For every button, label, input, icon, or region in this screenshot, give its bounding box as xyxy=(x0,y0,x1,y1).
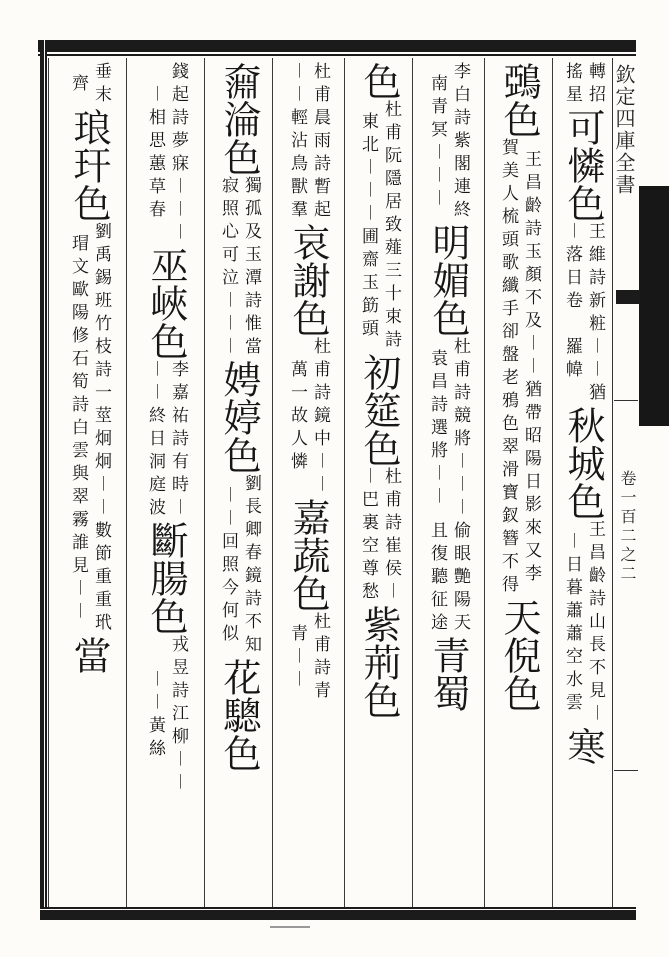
annotation-right: 偷眼艷陽天 xyxy=(450,521,470,636)
margin-volume-number: 卷一百二之二 xyxy=(618,470,637,584)
annotation-pair xyxy=(144,635,188,796)
annotation-right: 杜甫晨雨詩暫起 xyxy=(310,62,330,223)
annotation-left: ︱︱黃絲 xyxy=(145,669,165,762)
annotation-right: 王昌齡詩山長不見︱ xyxy=(585,520,605,727)
annotation-right: 劉長卿春鏡詩不知 xyxy=(241,474,261,658)
annotation-pair xyxy=(561,520,605,727)
annotation-pair xyxy=(426,62,470,223)
annotation-pair xyxy=(67,62,111,108)
headword: 嘉蔬色 xyxy=(286,498,330,612)
headword: 色 xyxy=(357,62,401,100)
frame-bottom-border xyxy=(40,907,638,920)
frame-top-border xyxy=(38,40,638,56)
annotation-right: 粧︱︱猶 xyxy=(585,314,605,406)
headword: 秋城色 xyxy=(561,406,605,520)
headword: 初筵色 xyxy=(357,353,401,467)
annotation-left: 寂照心可泣︱︱︱ xyxy=(218,176,238,360)
annotation-right: 王昌齡詩玉顏不及︱︱猶帶昭陽日影來又李 xyxy=(521,149,541,587)
text-column xyxy=(488,62,550,904)
annotation-right: 獨孤及玉潭詩惟當 xyxy=(241,176,261,360)
annotation-right: 杜甫詩鏡中︱︱ xyxy=(310,337,330,498)
headword: 可憐色 xyxy=(561,108,605,222)
text-column xyxy=(130,62,202,904)
annotation-left: ︱日暮蕭蕭空水雲 xyxy=(562,531,582,716)
annotation-pair xyxy=(286,337,330,498)
annotation-pair xyxy=(561,222,605,314)
annotation-pair xyxy=(426,337,470,521)
annotation-right: 李白詩紫閣連終 xyxy=(450,62,470,223)
annotation-right: 垂末 xyxy=(91,62,111,108)
annotation-pair xyxy=(144,62,188,246)
annotation-pair xyxy=(426,521,470,636)
headword: 青蜀 xyxy=(426,636,470,712)
annotation-right: 杜甫詩崔侯︱ xyxy=(381,467,401,605)
annotation-left: ︱落日卷 xyxy=(562,222,582,314)
annotation-right: 王維詩新 xyxy=(585,222,605,314)
page-edge xyxy=(636,36,669,926)
ink-smudge xyxy=(639,186,669,426)
text-column xyxy=(54,62,124,904)
text-column xyxy=(208,62,270,904)
annotation-left: ︱︱輕沾鳥獸羣 xyxy=(287,62,307,223)
column-rule xyxy=(48,58,49,907)
annotation-pair xyxy=(561,314,605,406)
annotation-left: ︱︱終日洞庭波 xyxy=(145,360,165,521)
annotation-left: 羅幃 xyxy=(562,337,582,383)
annotation-pair xyxy=(217,176,261,360)
annotation-pair xyxy=(561,62,605,108)
headword: 巫峽色 xyxy=(144,246,188,360)
margin-rule xyxy=(614,770,638,771)
annotation-left: 袁昌詩選將︱︱ xyxy=(427,348,447,510)
annotation-right: 戎昱詩江柳︱︱ xyxy=(168,635,188,796)
annotation-left: 且復聽征途 xyxy=(427,521,447,636)
annotation-left: 搖星 xyxy=(562,62,582,108)
annotation-pair xyxy=(497,138,541,598)
column-rule xyxy=(272,58,273,907)
text-column xyxy=(348,62,410,904)
annotation-right: 轉招 xyxy=(585,62,605,108)
book-margin-column xyxy=(612,58,639,907)
fish-tail-mark xyxy=(616,290,640,304)
headword: 天倪色 xyxy=(497,598,541,712)
headword: 紫荊色 xyxy=(357,605,401,719)
headword: 娉婷色 xyxy=(217,360,261,474)
column-rule xyxy=(204,58,205,907)
annotation-right: 錢起詩夢寐︱︱︱ xyxy=(168,62,188,246)
annotation-pair xyxy=(286,612,330,704)
annotation-left: 青︱︱ xyxy=(287,623,307,693)
margin-book-title: 欽定四庫全書 xyxy=(612,64,636,196)
annotation-left: ︱相思蕙草春 xyxy=(145,85,165,223)
margin-rule xyxy=(614,400,638,401)
headword: 寒 xyxy=(561,727,605,765)
bottom-mark xyxy=(270,926,310,928)
headword: 明媚色 xyxy=(426,223,470,337)
column-rule xyxy=(126,58,127,907)
annotation-left: 東北︱︱︱圃齋玉筯頭 xyxy=(358,111,378,342)
column-rule xyxy=(552,58,553,907)
annotation-right: 李嘉祐詩有時︱ xyxy=(168,360,188,521)
annotation-left: ︱︱回照今何似 xyxy=(218,485,238,647)
annotation-left: 齊 xyxy=(68,73,88,97)
annotation-pair xyxy=(357,467,401,605)
headword: 斷腸色 xyxy=(144,521,188,635)
annotation-left: 瑁文歐陽修石筍詩白雲與翠霧誰見︱︱ xyxy=(68,233,88,625)
annotation-right: 杜甫阮隱居致薤三十束詩 xyxy=(381,100,401,353)
annotation-pair xyxy=(286,62,330,223)
text-column xyxy=(556,62,610,904)
annotation-pair xyxy=(357,100,401,353)
annotation-left: ︱巴裏空尊愁 xyxy=(358,467,378,605)
annotation-pair xyxy=(217,474,261,658)
annotation-left: 南青冥︱︱︱ xyxy=(427,73,447,212)
frame-left-border xyxy=(40,40,47,920)
headword: 鵶色 xyxy=(497,62,541,138)
annotation-right: 杜甫詩競將︱︱︱ xyxy=(450,337,470,521)
annotation-pair xyxy=(67,222,111,636)
annotation-pair xyxy=(144,360,188,521)
annotation-right: 杜甫詩青 xyxy=(310,612,330,704)
annotation-left: 賀美人梳頭歌纖手卻盤老鴉色翠滑寶釵簪不得 xyxy=(498,138,518,598)
text-column xyxy=(416,62,480,904)
column-rule xyxy=(484,58,485,907)
headword: 琅玕色 xyxy=(67,108,111,222)
column-rule xyxy=(344,58,345,907)
headword: 花驄色 xyxy=(217,658,261,772)
annotation-left: 萬一故人憐 xyxy=(287,360,307,475)
text-column xyxy=(276,62,340,904)
column-rule xyxy=(412,58,413,907)
headword: 哀謝色 xyxy=(286,223,330,337)
headword: 當 xyxy=(67,636,111,674)
annotation-right: 劉禹錫班竹枝詩一莖炯炯︱︱數節重重玳 xyxy=(91,222,111,636)
headword: 奫淪色 xyxy=(217,62,261,176)
